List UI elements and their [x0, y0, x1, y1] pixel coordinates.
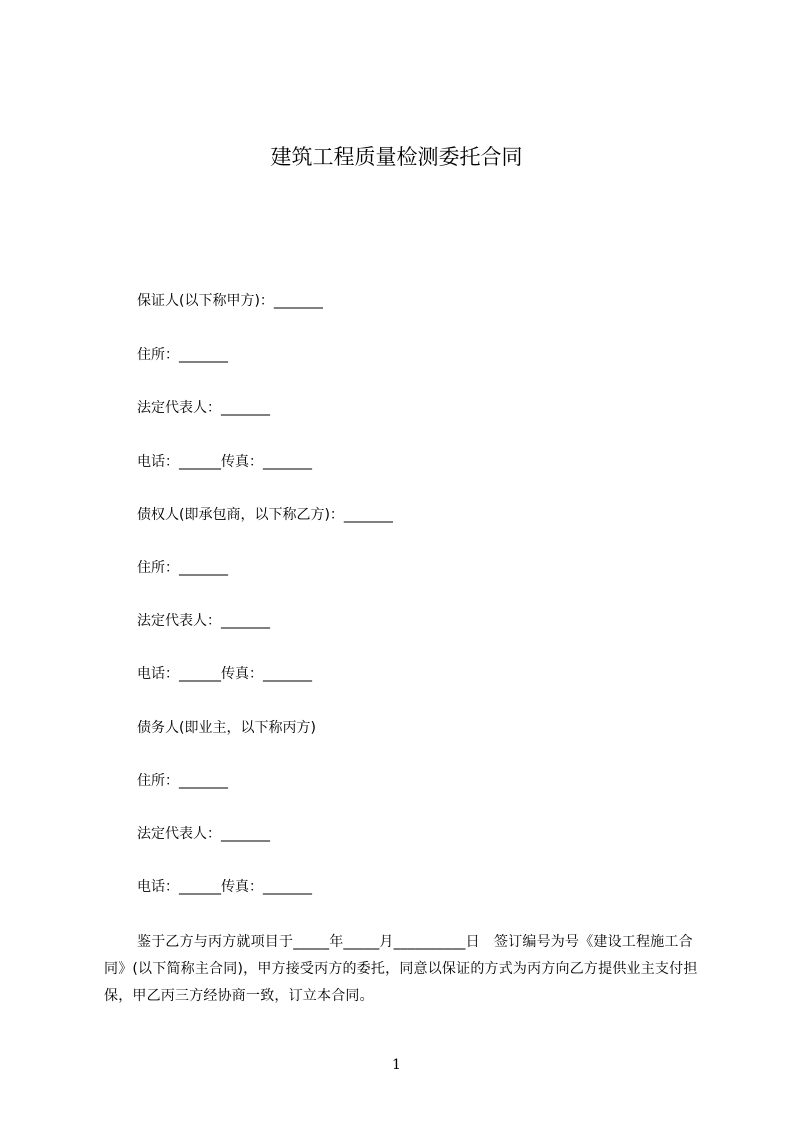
debtor-legal-rep-line: 法定代表人：_______: [137, 826, 270, 842]
page-number: 1: [392, 1057, 401, 1073]
guarantor-legal-rep-line: 法定代表人：_______: [137, 400, 270, 416]
debtor-address-line: 住所：_______: [137, 773, 228, 789]
creditor-line: 债权人(即承包商，以下称乙方)：_______: [137, 507, 393, 523]
creditor-phone-fax-line: 电话：______传真：_______: [137, 666, 312, 682]
guarantor-phone-fax-line: 电话：______传真：_______: [137, 454, 312, 470]
creditor-address-line: 住所：_______: [137, 560, 228, 576]
document-title: 建筑工程质量检测委托合同: [270, 145, 523, 169]
guarantor-line: 保证人(以下称甲方)：_______: [137, 293, 323, 309]
preamble-paragraph: 鉴于乙方与丙方就项目于_____年_____月__________日 签订编号为号《建设工程施工合同》(以下简称主合同)，甲方接受丙方的委托，同意以保证的方式为丙方向乙方提供业主支付担保，甲乙丙三方经协商一致，订立本合同。: [104, 934, 698, 1004]
creditor-legal-rep-line: 法定代表人：_______: [137, 613, 270, 629]
guarantor-address-line: 住所：_______: [137, 347, 228, 363]
debtor-phone-fax-line: 电话：______传真：_______: [137, 879, 312, 895]
debtor-line: 债务人(即业主，以下称丙方): [137, 720, 316, 736]
